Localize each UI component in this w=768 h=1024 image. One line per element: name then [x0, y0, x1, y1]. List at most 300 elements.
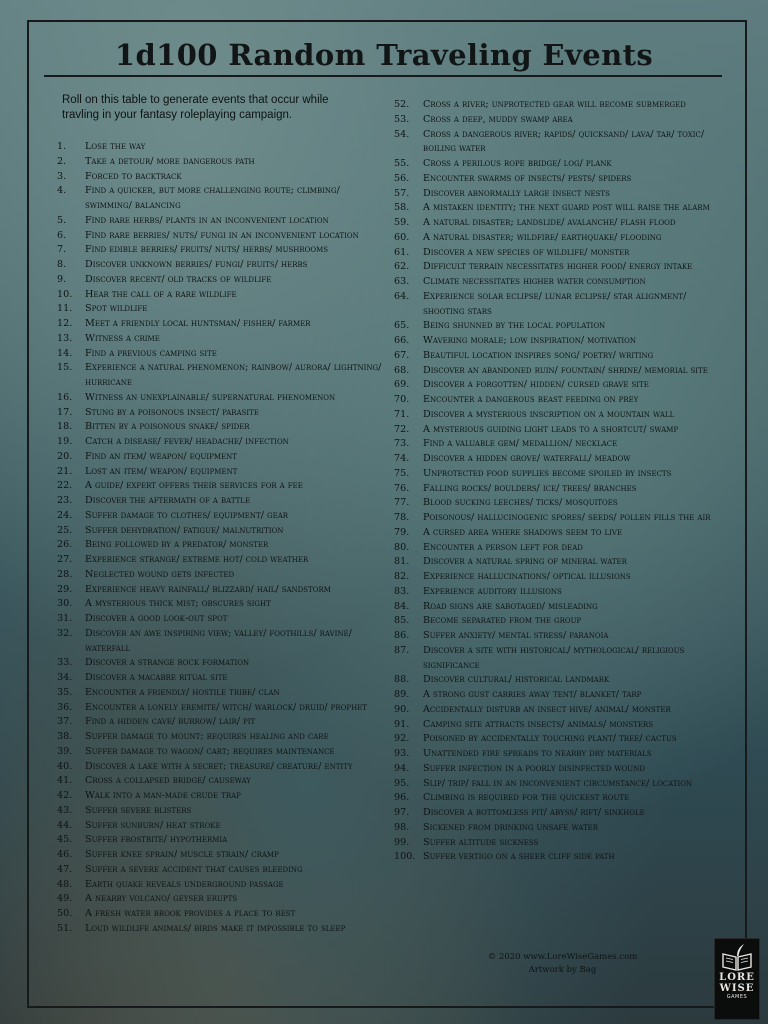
event-number: 44. — [57, 819, 73, 831]
event-number: 76. — [394, 482, 410, 494]
event-number: 61. — [394, 246, 410, 258]
credits — [470, 951, 655, 977]
event-item — [57, 730, 383, 745]
event-number: 89. — [394, 689, 410, 700]
event-item — [394, 541, 724, 556]
event-item — [57, 597, 383, 612]
event-item — [394, 821, 724, 836]
event-number: 86. — [394, 630, 410, 641]
event-item — [394, 98, 724, 113]
event-text: Cross a perilous rope bridge/ log/ plank — [423, 158, 612, 169]
event-item — [57, 524, 383, 539]
event-text: A fresh water brook provides a place to rest — [85, 908, 296, 919]
event-text: Sickened from drinking unsafe water — [423, 821, 599, 833]
event-item — [57, 479, 383, 494]
event-text: Unattended fire spreads to nearby dry materials — [423, 748, 652, 759]
event-text: Hear the call of a rare wildlife — [85, 288, 237, 300]
event-item — [57, 833, 383, 848]
event-item — [57, 745, 383, 760]
event-item — [57, 819, 383, 834]
event-number: 85. — [394, 615, 410, 627]
event-item — [57, 450, 383, 465]
event-item — [57, 302, 383, 317]
event-text: Catch a disease/ fever/ headache/ infection — [85, 436, 289, 447]
event-item — [57, 361, 383, 391]
event-item — [57, 671, 383, 686]
copyright-text: © 2020 www.LoreWiseGames.com — [487, 952, 638, 962]
event-text: Cross a deep, muddy swamp area — [423, 113, 573, 125]
event-number: 9. — [57, 273, 67, 285]
event-number: 70. — [394, 394, 410, 405]
event-number: 71. — [394, 408, 410, 420]
event-text: Discover a hidden grove/ waterfall/ meadow — [423, 453, 631, 464]
event-item — [394, 467, 724, 482]
event-text: Find edible berries/ fruits/ nuts/ herbs/ mushrooms — [85, 244, 329, 256]
event-number: 14. — [57, 347, 73, 359]
event-item — [394, 393, 724, 408]
event-text: Find a valuable gem/ medallion/ necklace — [423, 438, 618, 450]
event-text: Falling rocks/ boulders/ ice/ trees/ branches — [423, 482, 637, 494]
event-text: A cursed area where shadows seem to live — [423, 526, 623, 538]
event-item — [57, 568, 383, 583]
event-item — [394, 334, 724, 349]
event-item — [394, 614, 724, 629]
logo-line-3: GAMES — [726, 994, 748, 1000]
event-item — [57, 538, 383, 553]
event-item — [394, 570, 724, 585]
event-number: 32. — [57, 627, 73, 639]
event-text: Discover unknown berries/ fungi/ fruits/ herbs — [85, 259, 308, 270]
event-text: A guide/ expert offers their services for a fee — [85, 480, 303, 492]
event-text: Being followed by a predator/ monster — [85, 539, 269, 551]
event-text: Climbing is required for the quickest route — [423, 792, 630, 804]
event-item — [394, 201, 724, 216]
event-number: 94. — [394, 762, 410, 774]
event-number: 18. — [57, 421, 73, 433]
event-item — [57, 627, 383, 657]
event-text: Poisoned by accidentally touching plant/ tree/ cactus — [423, 733, 677, 745]
event-number: 28. — [57, 568, 73, 580]
event-text: A mistaken identity; the next guard post will raise the alarm — [423, 202, 710, 214]
event-text: Lose the way — [85, 141, 146, 152]
event-text: A natural disaster; wildfire/ earthquake/ flooding — [423, 231, 662, 243]
event-number: 15. — [57, 362, 73, 374]
event-item — [394, 128, 724, 158]
event-text: Blood sucking leeches/ ticks/ mosquitoes — [423, 497, 618, 509]
event-text: A strong gust carries away tent/ blanket/ tarp — [423, 689, 642, 700]
event-text: A nearby volcano/ geyser erupts — [85, 893, 238, 905]
event-number: 64. — [394, 290, 410, 302]
event-text: Take a detour/ more dangerous path — [85, 155, 255, 167]
event-text: Find rare herbs/ plants in an inconvenient location — [85, 214, 329, 226]
event-number: 83. — [394, 585, 410, 597]
event-text: Spot wildlife — [85, 303, 148, 315]
event-number: 97. — [394, 807, 410, 818]
event-number: 99. — [394, 836, 410, 848]
event-item — [394, 482, 724, 497]
event-number: 37. — [57, 716, 73, 728]
event-number: 82. — [394, 571, 410, 582]
event-item — [394, 703, 724, 718]
event-number: 95. — [394, 777, 410, 789]
event-item — [57, 715, 383, 730]
event-text: A natural disaster; landslide/ avalanche/ flash flood — [423, 217, 676, 228]
event-number: 90. — [394, 703, 410, 715]
event-item — [394, 172, 724, 187]
event-number: 73. — [394, 438, 410, 450]
event-number: 1. — [57, 141, 67, 152]
event-number: 19. — [57, 436, 73, 447]
event-text: Find rare berries/ nuts/ fungi in an inconvenient location — [85, 229, 359, 241]
event-text: A mysterious guiding light leads to a shortcut/ swamp — [423, 423, 679, 435]
event-text: Experience solar eclipse/ lunar eclipse/ star alignment/ shooting stars — [423, 290, 687, 317]
event-text: Experience auditory illusions — [423, 585, 562, 597]
event-number: 23. — [57, 495, 73, 506]
event-text: Suffer vertigo on a sheer cliff side path — [423, 851, 615, 863]
event-item — [394, 231, 724, 246]
event-text: Suffer sunburn/ heat stroke — [85, 819, 221, 831]
event-item — [57, 907, 383, 922]
logo-line-2: WISE — [719, 983, 755, 994]
event-number: 68. — [394, 364, 410, 376]
event-number: 36. — [57, 701, 73, 713]
event-number: 93. — [394, 748, 410, 759]
event-item — [57, 494, 383, 509]
event-item — [394, 216, 724, 231]
event-text: Find a hidden cave/ burrow/ lair/ pit — [85, 716, 256, 728]
event-item — [57, 878, 383, 893]
event-number: 30. — [57, 598, 73, 610]
event-number: 17. — [57, 406, 73, 418]
event-number: 58. — [394, 202, 410, 214]
event-item — [57, 243, 383, 258]
event-item — [57, 184, 383, 214]
event-text: Suffer infection in a poorly disinfected wound — [423, 762, 645, 774]
event-text: Discover an awe inspiring view; valley/ foothills/ ravine/ waterfall — [85, 627, 352, 654]
event-text: Encounter a lonely eremite/ witch/ warlock/ druid/ prophet — [85, 701, 367, 713]
event-text: Encounter a dangerous beast feeding on prey — [423, 394, 639, 405]
event-text: Discover the aftermath of a battle — [85, 495, 251, 506]
event-item — [394, 732, 724, 747]
artwork-credit: Artwork by Bag — [528, 965, 597, 975]
event-number: 34. — [57, 672, 73, 683]
event-text: Stung by a poisonous insect/ parasite — [85, 406, 259, 418]
event-text: Suffer knee sprain/ muscle strain/ cramp — [85, 849, 279, 860]
event-item — [394, 364, 724, 379]
event-number: 78. — [394, 512, 410, 523]
event-item — [57, 391, 383, 406]
book-quill-icon — [720, 942, 754, 972]
event-item — [57, 760, 383, 775]
event-item — [57, 229, 383, 244]
event-text: Experience heavy rainfall/ blizzard/ hail/ sandstorm — [85, 583, 331, 595]
event-text: Discover a mysterious inscription on a mountain wall — [423, 408, 675, 420]
event-item — [57, 347, 383, 362]
event-item — [394, 600, 724, 615]
event-item — [394, 496, 724, 511]
event-number: 29. — [57, 583, 73, 595]
intro-text: Roll on this table to generate events that occur while travling in your fantasy roleplaying campaign. — [62, 94, 329, 121]
event-number: 27. — [57, 554, 73, 565]
event-text: Find an item/ weapon/ equipment — [85, 450, 237, 462]
event-number: 31. — [57, 613, 73, 624]
event-item — [394, 791, 724, 806]
event-number: 16. — [57, 391, 73, 403]
event-number: 69. — [394, 379, 410, 391]
event-item — [57, 656, 383, 671]
event-number: 45. — [57, 834, 73, 846]
event-text: Discover a new species of wildlife/ monster — [423, 246, 630, 258]
event-number: 52. — [394, 99, 410, 110]
event-number: 33. — [57, 657, 73, 669]
event-number: 2. — [57, 155, 67, 167]
event-number: 46. — [57, 849, 73, 860]
event-text: Encounter swarms of insects/ pests/ spiders — [423, 172, 632, 184]
event-text: Suffer damage to wagon/ cart; requires maintenance — [85, 745, 335, 757]
event-text: Slip/ trip/ fall in an inconvenient circumstance/ location — [423, 777, 693, 789]
event-number: 79. — [394, 526, 410, 538]
event-item — [57, 789, 383, 804]
event-text: Discover cultural/ historical landmark — [423, 674, 610, 686]
event-text: Suffer dehydration/ fatigue/ malnutrition — [85, 524, 284, 536]
event-number: 38. — [57, 731, 73, 742]
event-item — [394, 423, 724, 438]
event-text: Become separated from the group — [423, 615, 582, 627]
event-item — [394, 113, 724, 128]
event-number: 6. — [57, 229, 67, 241]
logo-line-1: LORE — [719, 972, 755, 983]
event-text: Suffer anxiety/ mental stress/ paranoia — [423, 630, 609, 641]
event-item — [394, 511, 724, 526]
event-number: 21. — [57, 465, 73, 477]
event-item — [57, 435, 383, 450]
event-text: Camping site attracts insects/ animals/ monsters — [423, 718, 653, 730]
event-item — [394, 688, 724, 703]
event-text: Discover a lake with a secret; treasure/ creature/ entity — [85, 760, 353, 772]
event-text: Wavering morale; low inspiration/ motivation — [423, 335, 637, 346]
event-number: 3. — [57, 170, 67, 182]
event-text: Climate necessitates higher water consumption — [423, 276, 646, 287]
event-item — [57, 258, 383, 273]
event-number: 67. — [394, 349, 410, 361]
event-item — [394, 836, 724, 851]
event-number: 24. — [57, 509, 73, 521]
event-number: 66. — [394, 335, 410, 346]
event-text: Suffer severe blisters — [85, 804, 192, 816]
events-list-left — [57, 140, 383, 937]
event-text: Discover a forgotten/ hidden/ cursed grave site — [423, 379, 649, 391]
event-number: 22. — [57, 480, 73, 492]
event-text: Witness an unexplainable/ supernatural phenomenon — [85, 391, 336, 403]
event-number: 39. — [57, 745, 73, 757]
event-number: 98. — [394, 821, 410, 833]
event-item — [57, 863, 383, 878]
event-item — [394, 526, 724, 541]
event-number: 63. — [394, 276, 410, 287]
event-item — [57, 509, 383, 524]
event-number: 41. — [57, 775, 73, 787]
event-text: Neglected wound gets infected — [85, 568, 235, 580]
event-item — [57, 170, 383, 185]
event-item — [394, 378, 724, 393]
event-number: 77. — [394, 497, 410, 509]
event-text: Encounter a person left for dead — [423, 541, 583, 553]
event-text: Find a quicker, but more challenging route; climbing/ swimming/ balancing — [85, 185, 340, 211]
event-item — [57, 288, 383, 303]
event-item — [57, 553, 383, 568]
event-number: 47. — [57, 863, 73, 875]
event-number: 59. — [394, 217, 410, 228]
event-text: Suffer a severe accident that causes bleeding — [85, 863, 303, 875]
event-text: Poisonous/ hallucinogenic spores/ seeds/ pollen fills the air — [423, 512, 711, 523]
event-item — [57, 686, 383, 701]
event-item — [57, 273, 383, 288]
event-item — [394, 275, 724, 290]
publisher-logo — [714, 938, 760, 1020]
event-number: 20. — [57, 450, 73, 462]
event-number: 88. — [394, 674, 410, 686]
event-number: 11. — [57, 303, 73, 315]
event-item — [57, 701, 383, 716]
event-text: Suffer damage to mount; requires healing and care — [85, 731, 329, 742]
event-text: Experience a natural phenomenon; rainbow/ aurora/ lightning/ hurricane — [85, 362, 382, 388]
event-item — [57, 406, 383, 421]
event-number: 60. — [394, 231, 410, 243]
event-text: Suffer damage to clothes/ equipment/ gear — [85, 509, 289, 521]
event-text: Discover a macabre ritual site — [85, 672, 228, 683]
event-text: Road signs are sabotaged/ misleading — [423, 600, 598, 612]
event-number: 65. — [394, 320, 410, 332]
event-number: 56. — [394, 172, 410, 184]
event-number: 10. — [57, 288, 73, 300]
event-text: Discover a strange rock formation — [85, 657, 250, 669]
event-text: Earth quake reveals underground passage — [85, 878, 284, 890]
event-item — [394, 319, 724, 334]
event-text: Discover an abandoned ruin/ fountain/ shrine/ memorial site — [423, 364, 708, 376]
event-text: Forced to backtrack — [85, 170, 182, 182]
event-item — [57, 612, 383, 627]
event-text: Beautiful location inspires song/ poetry/ writing — [423, 349, 654, 361]
event-text: Discover a good look-out spot — [85, 613, 228, 624]
event-text: Discover recent/ old tracks of wildlife — [85, 273, 272, 285]
event-item — [394, 850, 724, 865]
event-number: 53. — [394, 113, 410, 125]
event-item — [394, 290, 724, 320]
event-item — [57, 155, 383, 170]
event-text: Suffer frostbite/ hypothermia — [85, 834, 228, 846]
event-text: Encounter a friendly/ hostile tribe/ clan — [85, 686, 280, 698]
event-text: Being shunned by the local population — [423, 320, 606, 332]
event-number: 96. — [394, 792, 410, 804]
event-number: 55. — [394, 158, 410, 169]
event-number: 40. — [57, 760, 73, 772]
event-number: 43. — [57, 804, 73, 816]
event-number: 8. — [57, 259, 67, 270]
event-number: 35. — [57, 686, 73, 698]
event-item — [394, 452, 724, 467]
event-text: Difficult terrain necessitates higher food/ energy intake — [423, 261, 693, 273]
event-item — [394, 408, 724, 423]
event-number: 92. — [394, 733, 410, 745]
event-number: 87. — [394, 644, 410, 656]
event-text: Discover a bottomless pit/ abyss/ rift/ sinkhole — [423, 807, 645, 818]
event-text: Meet a friendly local huntsman/ fisher/ farmer — [85, 318, 311, 329]
event-number: 5. — [57, 214, 67, 226]
event-number: 51. — [57, 922, 73, 934]
event-item — [394, 777, 724, 792]
page-title: 1d100 Random Traveling Events — [114, 38, 654, 72]
event-number: 50. — [57, 908, 73, 919]
event-text: Bitten by a poisonous snake/ spider — [85, 421, 250, 433]
event-item — [57, 317, 383, 332]
events-list-right — [394, 98, 724, 865]
event-item — [57, 214, 383, 229]
event-item — [394, 555, 724, 570]
event-item — [394, 246, 724, 261]
event-item — [57, 465, 383, 480]
event-text: Cross a river; unprotected gear will become submerged — [423, 99, 686, 110]
event-item — [57, 332, 383, 347]
event-item — [57, 774, 383, 789]
event-item — [394, 349, 724, 364]
event-number: 26. — [57, 539, 73, 551]
event-text: Discover abnormally large insect nests — [423, 187, 610, 199]
event-text: Cross a collapsed bridge/ causeway — [85, 775, 251, 787]
event-item — [57, 922, 383, 937]
event-number: 91. — [394, 718, 410, 730]
event-item — [394, 806, 724, 821]
event-item — [394, 762, 724, 777]
event-item — [394, 747, 724, 762]
event-number: 13. — [57, 332, 73, 344]
event-number: 7. — [57, 244, 67, 256]
event-text: Find a previous camping site — [85, 347, 217, 359]
event-item — [394, 673, 724, 688]
event-text: Unprotected food supplies become spoiled by insects — [423, 467, 672, 479]
event-item — [394, 644, 724, 674]
event-item — [394, 157, 724, 172]
event-item — [57, 140, 383, 155]
event-number: 49. — [57, 893, 73, 905]
event-item — [57, 583, 383, 598]
title-divider — [44, 75, 722, 77]
event-text: Experience strange/ extreme hot/ cold weather — [85, 554, 309, 565]
event-number: 84. — [394, 600, 410, 612]
event-number: 80. — [394, 541, 410, 553]
event-item — [394, 187, 724, 202]
event-item — [394, 718, 724, 733]
event-text: Lost an item/ weapon/ equipment — [85, 465, 238, 477]
event-text: Accidentally disturb an insect hive/ animal/ monster — [423, 703, 671, 715]
event-text: Discover a site with historical/ mythological/ religious significance — [423, 644, 685, 671]
event-number: 100. — [394, 851, 416, 863]
event-item — [57, 892, 383, 907]
event-number: 74. — [394, 453, 410, 464]
event-item — [57, 420, 383, 435]
event-text: Witness a crime — [85, 332, 160, 344]
event-number: 57. — [394, 187, 410, 199]
event-number: 25. — [57, 524, 73, 536]
event-number: 75. — [394, 467, 410, 479]
event-text: Loud wildlife animals/ birds make it impossible to sleep — [85, 922, 346, 934]
event-item — [394, 437, 724, 452]
event-text: Suffer altitude sickness — [423, 836, 539, 848]
event-number: 4. — [57, 185, 67, 197]
event-number: 72. — [394, 423, 410, 435]
event-item — [57, 848, 383, 863]
event-number: 48. — [57, 878, 73, 890]
event-number: 62. — [394, 261, 410, 273]
